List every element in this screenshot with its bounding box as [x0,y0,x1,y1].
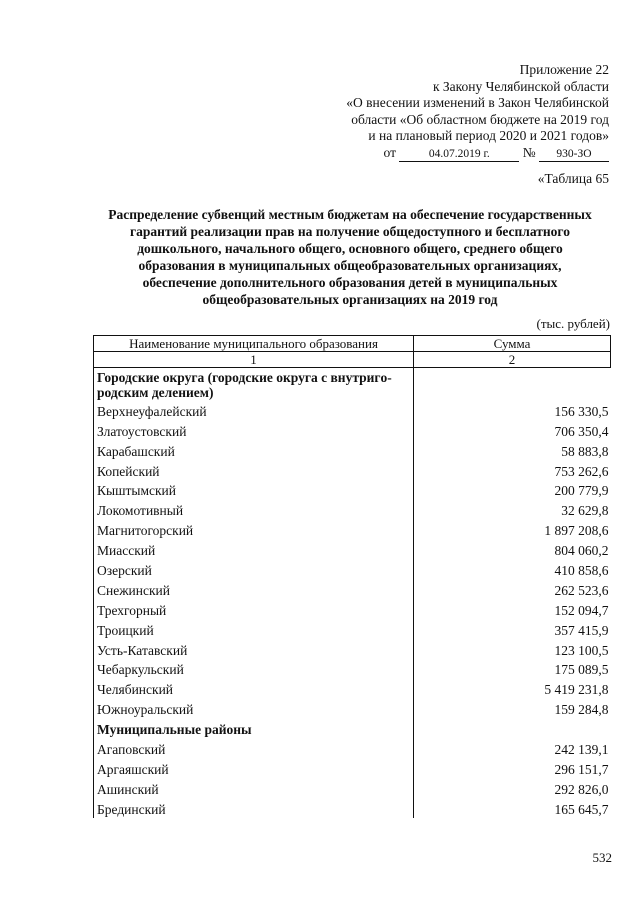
section-title: Муниципальные районы [94,718,414,738]
column-header-name: Наименование муниципального образования [94,336,414,352]
appendix-line: и на плановый период 2020 и 2021 годов» [368,128,609,143]
subvention-amount: 123 100,5 [554,642,609,658]
title-line: общеобразовательных организациях на 2019 год [202,292,498,307]
municipality-name: Аргаяшский [94,758,414,778]
section-value [414,718,611,738]
title-line: Распределение субвенций местным бюджетам на обеспечение государственных [108,207,592,222]
table-row [94,639,611,659]
section-header-row [94,718,611,738]
table-row [94,738,611,758]
units-label: (тыс. рублей) [536,316,610,331]
subvention-amount: 58 883,8 [561,443,609,459]
municipality-name: Магнитогорский [94,519,414,539]
section-value [414,368,611,401]
municipality-name: Трехгорный [94,599,414,619]
municipality-name: Брединский [94,798,414,818]
table-row [94,579,611,599]
municipality-name: Копейский [94,460,414,480]
column-index: 2 [414,352,611,368]
number-sign: № [522,144,536,160]
table-row [94,678,611,698]
table-row [94,420,611,440]
subvention-amount: 292 826,0 [554,781,609,797]
table-row [94,619,611,639]
municipality-name: Миасский [94,539,414,559]
municipality-name: Озерский [94,559,414,579]
subvention-amount: 5 419 231,8 [544,682,609,698]
page-number: 532 [592,850,612,865]
table-row [94,499,611,519]
table-index-row [94,352,611,368]
title-line: дошкольного, начального общего, основного общего, среднего общего [137,241,563,256]
table-row [94,440,611,460]
municipality-name: Агаповский [94,738,414,758]
appendix-line: «О внесении изменений в Закон Челябинской [346,95,609,110]
subvention-table [93,335,611,818]
law-date: 04.07.2019 г. [399,148,519,162]
subvention-amount: 706 350,4 [554,423,609,439]
appendix-line: Приложение 22 [519,62,609,77]
section-title [94,368,414,401]
municipality-name: Локомотивный [94,499,414,519]
municipality-name: Карабашский [94,440,414,460]
subvention-amount: 804 060,2 [554,543,609,559]
municipality-name: Верхнеуфалейский [94,400,414,420]
municipality-name: Чебаркульский [94,659,414,679]
table-row [94,480,611,500]
subvention-amount: 159 284,8 [554,702,609,718]
table-row [94,778,611,798]
table-row [94,559,611,579]
subvention-amount: 32 629,8 [561,503,609,519]
law-number: 930-ЗО [539,148,609,162]
table-row [94,798,611,818]
section-header-row [94,368,611,401]
subvention-amount: 1 897 208,6 [544,523,609,539]
date-prefix: от [383,144,396,160]
table-row [94,539,611,559]
subvention-amount: 175 089,5 [554,662,609,678]
table-reference: «Таблица 65 [537,171,609,186]
appendix-line: области «Об областном бюджете на 2019 год [351,111,609,127]
municipality-name: Кыштымский [94,480,414,500]
title-line: образования в муниципальных общеобразовательных организациях, [138,258,562,273]
subvention-amount: 753 262,6 [554,463,609,479]
subvention-amount: 165 645,7 [554,801,609,817]
document-title [78,206,622,308]
municipality-name: Южноуральский [94,698,414,718]
subvention-amount: 156 330,5 [554,403,609,419]
section-title-line: Городские округа (городские округа с внутригo- [97,370,392,385]
title-line: обеспечение дополнительного образования детей в муниципальных [142,275,558,290]
section-title-line: родским делением) [97,385,214,400]
subvention-amount: 262 523,6 [554,582,609,598]
appendix-line: к Закону Челябинской области [432,78,609,94]
subvention-amount: 152 094,7 [554,602,609,618]
subvention-amount: 200 779,9 [554,483,609,499]
table-row [94,659,611,679]
table-row [94,400,611,420]
table-row [94,519,611,539]
municipality-name: Усть-Катавский [94,639,414,659]
municipality-name: Троицкий [94,619,414,639]
appendix-block [279,62,609,162]
subvention-amount: 410 858,6 [554,563,609,579]
municipality-name: Златоустовский [94,420,414,440]
law-date-line [279,145,609,162]
title-line: гарантий реализации прав на получение общедоступного и бесплатного [130,224,570,239]
municipality-name: Снежинский [94,579,414,599]
table-row [94,599,611,619]
municipality-name: Челябинский [94,678,414,698]
subvention-amount: 357 415,9 [554,622,609,638]
column-header-sum: Сумма [414,336,611,352]
municipality-name: Ашинский [94,778,414,798]
table-row [94,758,611,778]
table-body [94,368,611,818]
table-header-row [94,336,611,352]
table-row [94,460,611,480]
column-index: 1 [94,352,414,368]
table-row [94,698,611,718]
subvention-amount: 296 151,7 [554,761,609,777]
subvention-amount: 242 139,1 [554,742,609,758]
